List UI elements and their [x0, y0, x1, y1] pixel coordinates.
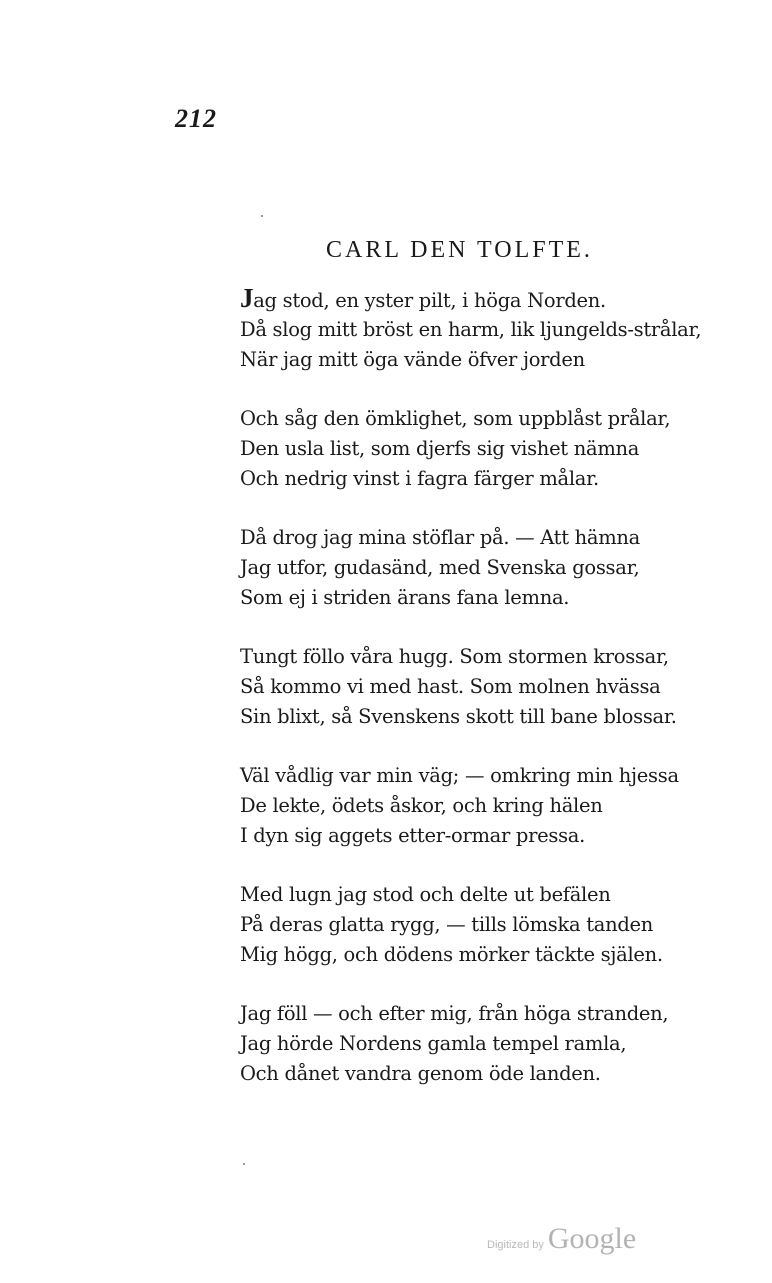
stanza [240, 642, 740, 732]
poem-line: Tungt föllo våra hugg. Som stormen krossar, [240, 645, 669, 668]
poem-line: Så kommo vi med hast. Som molnen hvässa [240, 675, 661, 698]
poem-line: Sin blixt, så Svenskens skott till bane blossar. [240, 705, 677, 728]
stanza [240, 999, 740, 1089]
first-line-text: ag stod, en yster pilt, i höga Norden. [253, 289, 606, 312]
poem-line: I dyn sig aggets etter-ormar pressa. [240, 824, 585, 847]
poem-line: Som ej i striden ärans fana lemna. [240, 586, 570, 609]
stanza [240, 404, 740, 494]
poem-line: Väl vådlig var min väg; — omkring min hjessa [240, 764, 679, 787]
poem-line: Jag föll — och efter mig, från höga stranden, [240, 1002, 669, 1025]
stanza [240, 285, 740, 375]
poem-line: Mig högg, och dödens mörker täckte själen. [240, 943, 663, 966]
poem-line: De lekte, ödets åskor, och kring hälen [240, 794, 603, 817]
poem-line: Och nedrig vinst i fagra färger målar. [240, 467, 599, 490]
stanza [240, 523, 740, 613]
watermark-prefix: Digitized by [487, 1239, 544, 1251]
drop-cap: J [240, 283, 254, 313]
speck-mark [261, 215, 263, 217]
poem-line: När jag mitt öga vände öfver jorden [240, 348, 585, 371]
poem-line: Jag utfor, gudasänd, med Svenska gossar, [240, 556, 640, 579]
digitized-watermark [487, 1222, 636, 1256]
poem-line: På deras glatta rygg, — tills lömska tanden [240, 913, 654, 936]
poem-line [240, 285, 740, 315]
stanza [240, 880, 740, 970]
poem-line: Och dånet vandra genom öde landen. [240, 1062, 601, 1085]
google-logo: Google [547, 1222, 637, 1255]
stanza [240, 761, 740, 851]
poem-body [240, 285, 740, 1118]
poem-line: Med lugn jag stod och delte ut befälen [240, 883, 611, 906]
speck-mark [243, 1163, 245, 1165]
poem-line: Då drog jag mina stöflar på. — Att hämna [240, 526, 641, 549]
poem-title: CARL DEN TOLFTE. [326, 237, 593, 263]
poem-line: Den usla list, som djerfs sig vishet nämna [240, 437, 640, 460]
page-number: 212 [175, 104, 217, 133]
poem-line: Då slog mitt bröst en harm, lik ljungelds-strålar, [240, 318, 702, 341]
poem-line: Och såg den ömklighet, som uppblåst prålar, [240, 407, 671, 430]
poem-line: Jag hörde Nordens gamla tempel ramla, [240, 1032, 627, 1055]
